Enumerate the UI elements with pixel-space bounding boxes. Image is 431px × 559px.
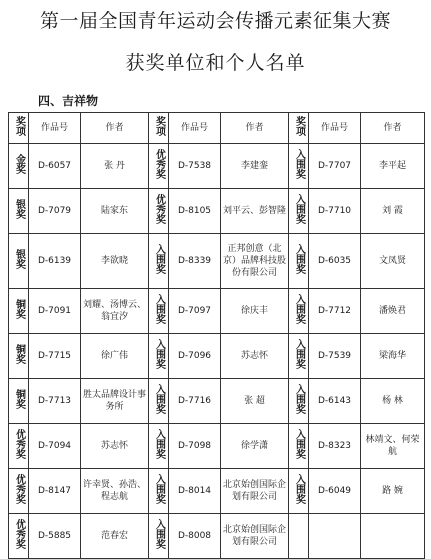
section-heading: 四、吉祥物	[38, 94, 99, 108]
author-cell	[361, 514, 425, 559]
header-award: 奖项	[9, 113, 29, 144]
award-cell: 优秀奖	[149, 189, 169, 234]
work-no-cell: D-8008	[169, 514, 221, 559]
work-no-cell: D-7079	[29, 189, 81, 234]
header-work-no: 作品号	[29, 113, 81, 144]
table-row	[9, 514, 425, 559]
author-cell: 北京始创国际企划有限公司	[221, 514, 289, 559]
author-cell: 胜太品牌设计事务所	[81, 379, 149, 424]
work-no-cell: D-7094	[29, 424, 81, 469]
author-cell: 路 婉	[361, 469, 425, 514]
author-cell: 刘 霞	[361, 189, 425, 234]
award-cell: 入围奖	[289, 144, 309, 189]
work-no-cell: D-6035	[309, 234, 361, 289]
work-no-cell: D-6057	[29, 144, 81, 189]
author-cell: 徐庆丰	[221, 289, 289, 334]
award-cell: 入围奖	[289, 379, 309, 424]
work-no-cell: D-7713	[29, 379, 81, 424]
author-cell: 潘焕君	[361, 289, 425, 334]
award-cell: 入围奖	[289, 469, 309, 514]
award-cell: 入围奖	[149, 379, 169, 424]
work-no-cell: D-7710	[309, 189, 361, 234]
award-cell: 铜奖	[9, 334, 29, 379]
work-no-cell: D-7097	[169, 289, 221, 334]
award-cell: 入围奖	[149, 514, 169, 559]
header-work-no: 作品号	[309, 113, 361, 144]
work-no-cell: D-7538	[169, 144, 221, 189]
author-cell: 北京始创国际企划有限公司	[221, 469, 289, 514]
table-row	[9, 289, 425, 334]
award-cell: 银奖	[9, 189, 29, 234]
award-cell: 入围奖	[149, 234, 169, 289]
work-no-cell: D-7712	[309, 289, 361, 334]
table-row	[9, 424, 425, 469]
table-row	[9, 334, 425, 379]
award-cell: 金奖	[9, 144, 29, 189]
work-no-cell: D-7715	[29, 334, 81, 379]
author-cell: 许幸贤、孙浩、程志航	[81, 469, 149, 514]
work-no-cell: D-6049	[309, 469, 361, 514]
awards-table	[8, 112, 425, 559]
author-cell: 张 丹	[81, 144, 149, 189]
award-cell: 优秀奖	[9, 424, 29, 469]
award-cell: 入围奖	[149, 469, 169, 514]
work-no-cell: D-8323	[309, 424, 361, 469]
table-row	[9, 144, 425, 189]
author-cell: 苏志怀	[81, 424, 149, 469]
work-no-cell: D-6139	[29, 234, 81, 289]
work-no-cell: D-7096	[169, 334, 221, 379]
table-row	[9, 469, 425, 514]
award-cell: 优秀奖	[149, 144, 169, 189]
header-award: 奖项	[149, 113, 169, 144]
header-author: 作者	[361, 113, 425, 144]
document-subtitle: 获奖单位和个人名单	[125, 52, 306, 74]
author-cell: 徐学潇	[221, 424, 289, 469]
author-cell: 刘平云、彭智隆	[221, 189, 289, 234]
work-no-cell: D-7098	[169, 424, 221, 469]
work-no-cell: D-5885	[29, 514, 81, 559]
author-cell: 林靖文、何荣航	[361, 424, 425, 469]
award-cell: 铜奖	[9, 379, 29, 424]
author-cell: 杨 林	[361, 379, 425, 424]
author-cell: 陆家东	[81, 189, 149, 234]
author-cell: 李平起	[361, 144, 425, 189]
award-cell: 入围奖	[149, 334, 169, 379]
author-cell: 文凤贤	[361, 234, 425, 289]
work-no-cell: D-8339	[169, 234, 221, 289]
header-award: 奖项	[289, 113, 309, 144]
award-cell: 优秀奖	[9, 469, 29, 514]
award-cell: 入围奖	[289, 189, 309, 234]
header-work-no: 作品号	[169, 113, 221, 144]
author-cell: 刘耀、汤博云、翁宜汐	[81, 289, 149, 334]
award-cell: 入围奖	[289, 289, 309, 334]
award-cell: 入围奖	[289, 334, 309, 379]
work-no-cell: D-7539	[309, 334, 361, 379]
award-cell: 铜奖	[9, 289, 29, 334]
work-no-cell: D-8014	[169, 469, 221, 514]
award-cell: 优秀奖	[9, 514, 29, 559]
work-no-cell: D-8105	[169, 189, 221, 234]
award-cell: 入围奖	[289, 234, 309, 289]
award-cell: 入围奖	[149, 424, 169, 469]
header-author: 作者	[81, 113, 149, 144]
table-header-row	[9, 113, 425, 144]
work-no-cell: D-7707	[309, 144, 361, 189]
award-cell: 银奖	[9, 234, 29, 289]
award-cell: 入围奖	[289, 424, 309, 469]
table-row	[9, 379, 425, 424]
header-author: 作者	[221, 113, 289, 144]
author-cell: 李欲晓	[81, 234, 149, 289]
document-title: 第一届全国青年运动会传播元素征集大赛	[39, 10, 391, 32]
award-cell: 入围奖	[149, 289, 169, 334]
work-no-cell	[309, 514, 361, 559]
author-cell: 李建銮	[221, 144, 289, 189]
author-cell: 范春宏	[81, 514, 149, 559]
author-cell: 梁海华	[361, 334, 425, 379]
work-no-cell: D-7716	[169, 379, 221, 424]
work-no-cell: D-6143	[309, 379, 361, 424]
award-cell	[289, 514, 309, 559]
author-cell: 张 超	[221, 379, 289, 424]
table-row	[9, 234, 425, 289]
work-no-cell: D-8147	[29, 469, 81, 514]
author-cell: 正邦创意（北京）品牌科技股份有限公司	[221, 234, 289, 289]
table-row	[9, 189, 425, 234]
author-cell: 徐广伟	[81, 334, 149, 379]
work-no-cell: D-7091	[29, 289, 81, 334]
author-cell: 苏志怀	[221, 334, 289, 379]
